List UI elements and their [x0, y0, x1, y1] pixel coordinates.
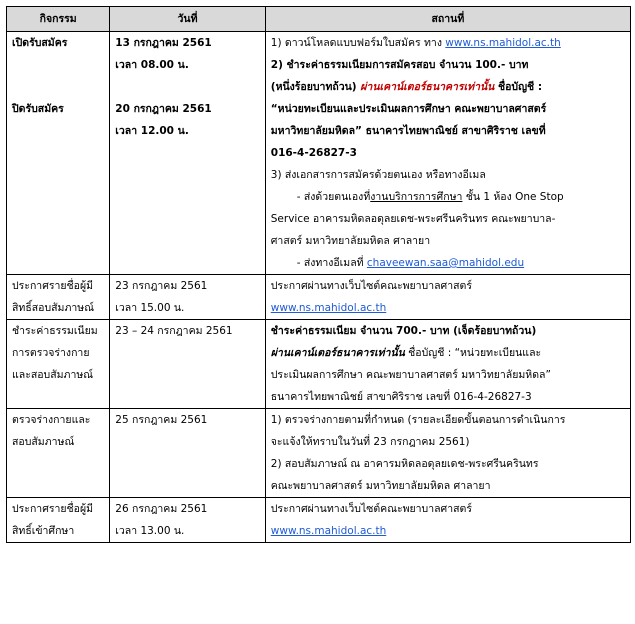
- place-text: ประกาศผ่านทางเว็บไซต์คณะพยาบาลศาสตร์: [270, 503, 472, 515]
- open-date: 13 กรกฎาคม 2561: [115, 37, 212, 49]
- item3-line1: 3) ส่งเอกสารการสมัครด้วยตนเอง หรือทางอีเมล: [270, 169, 486, 181]
- activity-cell: [7, 320, 110, 409]
- item3-line5a: - ส่งทางอีเมลที่: [296, 257, 367, 269]
- activity-cell: [7, 275, 110, 320]
- item2-line1: 2) ชำระค่าธรรมเนียมการสมัครสอบ จำนวน 100.- บาท: [270, 59, 529, 71]
- time-text: เวลา 15.00 น.: [115, 302, 185, 314]
- activity-line: การตรวจร่างกาย: [12, 347, 90, 359]
- table-row: [7, 409, 631, 498]
- activity-line: ตรวจร่างกายและ: [12, 414, 91, 426]
- activity-cell: [7, 498, 110, 543]
- item2-line2a: (หนึ่งร้อยบาทถ้วน): [270, 81, 361, 93]
- item3-line3: Service อาคารมหิดลอดุลยเดช-พระศรีนครินทร คณะพยาบาล-: [270, 213, 556, 225]
- website-link[interactable]: www.ns.mahidol.ac.th: [270, 525, 387, 537]
- bank-counter-only: ผ่านเคาน์เตอร์ธนาคารเท่านั้น: [270, 347, 405, 359]
- table-row: [7, 275, 631, 320]
- activity-open: เปิดรับสมัคร: [12, 37, 68, 49]
- activity-line: สอบสัมภาษณ์: [12, 436, 75, 448]
- header-place: สถานที่: [265, 7, 630, 32]
- date-cell: [110, 409, 265, 498]
- activity-cell: [7, 32, 110, 275]
- item3-line2b: ชั้น 1 ห้อง One Stop: [462, 191, 564, 203]
- close-date: 20 กรกฎาคม 2561: [115, 103, 212, 115]
- header-activity: กิจกรรม: [7, 7, 110, 32]
- date-cell: [110, 275, 265, 320]
- table-header-row: [7, 7, 631, 32]
- place-cell: [265, 409, 630, 498]
- item3-line2a: - ส่งด้วยตนเองที่: [296, 191, 371, 203]
- activity-line: และสอบสัมภาษณ์: [12, 369, 94, 381]
- place-text: 1) ตรวจร่างกายตามที่กำหนด (รายละเอียดขั้นตอนการดำเนินการ: [270, 414, 566, 426]
- bank-counter-only: ผ่านเคาน์เตอร์ธนาคารเท่านั้น: [360, 81, 495, 93]
- close-time: เวลา 12.00 น.: [115, 125, 189, 137]
- education-service-office: งานบริการการศึกษา: [370, 191, 463, 203]
- place-text: ประกาศผ่านทางเว็บไซต์คณะพยาบาลศาสตร์: [270, 280, 472, 292]
- activity-close: ปิดรับสมัคร: [12, 103, 64, 115]
- activity-line: ประกาศรายชื่อผู้มี: [12, 503, 94, 515]
- activity-line: ประกาศรายชื่อผู้มี: [12, 280, 94, 292]
- activity-line: สิทธิ์สอบสัมภาษณ์: [12, 302, 94, 314]
- place-cell: [265, 498, 630, 543]
- date-text: 25 กรกฎาคม 2561: [115, 414, 208, 426]
- open-time: เวลา 08.00 น.: [115, 59, 189, 71]
- date-cell: [110, 32, 265, 275]
- place-cell: [265, 320, 630, 409]
- place-cell: [265, 32, 630, 275]
- place-text: ชื่อบัญชี : “หน่วยทะเบียนและ: [404, 347, 542, 359]
- date-text: 23 – 24 กรกฎาคม 2561: [115, 325, 233, 337]
- place-cell: [265, 275, 630, 320]
- website-link[interactable]: www.ns.mahidol.ac.th: [270, 302, 387, 314]
- place-text: ธนาคารไทยพาณิชย์ สาขาศิริราช เลขที่ 016-4-26827-3: [270, 391, 532, 403]
- time-text: เวลา 13.00 น.: [115, 525, 185, 537]
- item3-line4: ศาสตร์ มหาวิทยาลัยมหิดล ศาลายา: [270, 235, 431, 247]
- admission-schedule-table: [6, 6, 631, 543]
- date-text: 23 กรกฎาคม 2561: [115, 280, 208, 292]
- activity-line: ชำระค่าธรรมเนียม: [12, 325, 98, 337]
- date-cell: [110, 320, 265, 409]
- header-date: วันที่: [110, 7, 265, 32]
- date-cell: [110, 498, 265, 543]
- place-text: คณะพยาบาลศาสตร์ มหาวิทยาลัยมหิดล ศาลายา: [270, 480, 491, 492]
- item2-line5: 016-4-26827-3: [270, 147, 357, 159]
- activity-line: สิทธิ์เข้าศึกษา: [12, 525, 75, 537]
- table-row: [7, 498, 631, 543]
- place-text: จะแจ้งให้ทราบในวันที่ 23 กรกฎาคม 2561): [270, 436, 470, 448]
- place-text: ประเมินผลการศึกษา คณะพยาบาลศาสตร์ มหาวิทยาลัยมหิดล”: [270, 369, 551, 381]
- item2-line4: มหาวิทยาลัยมหิดล” ธนาคารไทยพาณิชย์ สาขาศิริราช เลขที่: [270, 125, 546, 137]
- place-text: ชำระค่าธรรมเนียม จำนวน 700.- บาท (เจ็ดร้อยบาทถ้วน): [270, 325, 537, 337]
- activity-cell: [7, 409, 110, 498]
- item1-text: 1) ดาวน์โหลดแบบฟอร์มใบสมัคร ทาง: [270, 37, 446, 49]
- item2-line3: “หน่วยทะเบียนและประเมินผลการศึกษา คณะพยาบาลศาสตร์: [270, 103, 547, 115]
- table-row: [7, 320, 631, 409]
- item2-line2b: ชื่อบัญชี :: [494, 81, 543, 93]
- table-row: [7, 32, 631, 275]
- place-text: 2) สอบสัมภาษณ์ ณ อาคารมหิดลอดุลยเดช-พระศรีนครินทร: [270, 458, 539, 470]
- date-text: 26 กรกฎาคม 2561: [115, 503, 208, 515]
- website-link[interactable]: www.ns.mahidol.ac.th: [445, 37, 561, 49]
- email-link[interactable]: chaveewan.saa@mahidol.edu: [366, 257, 525, 269]
